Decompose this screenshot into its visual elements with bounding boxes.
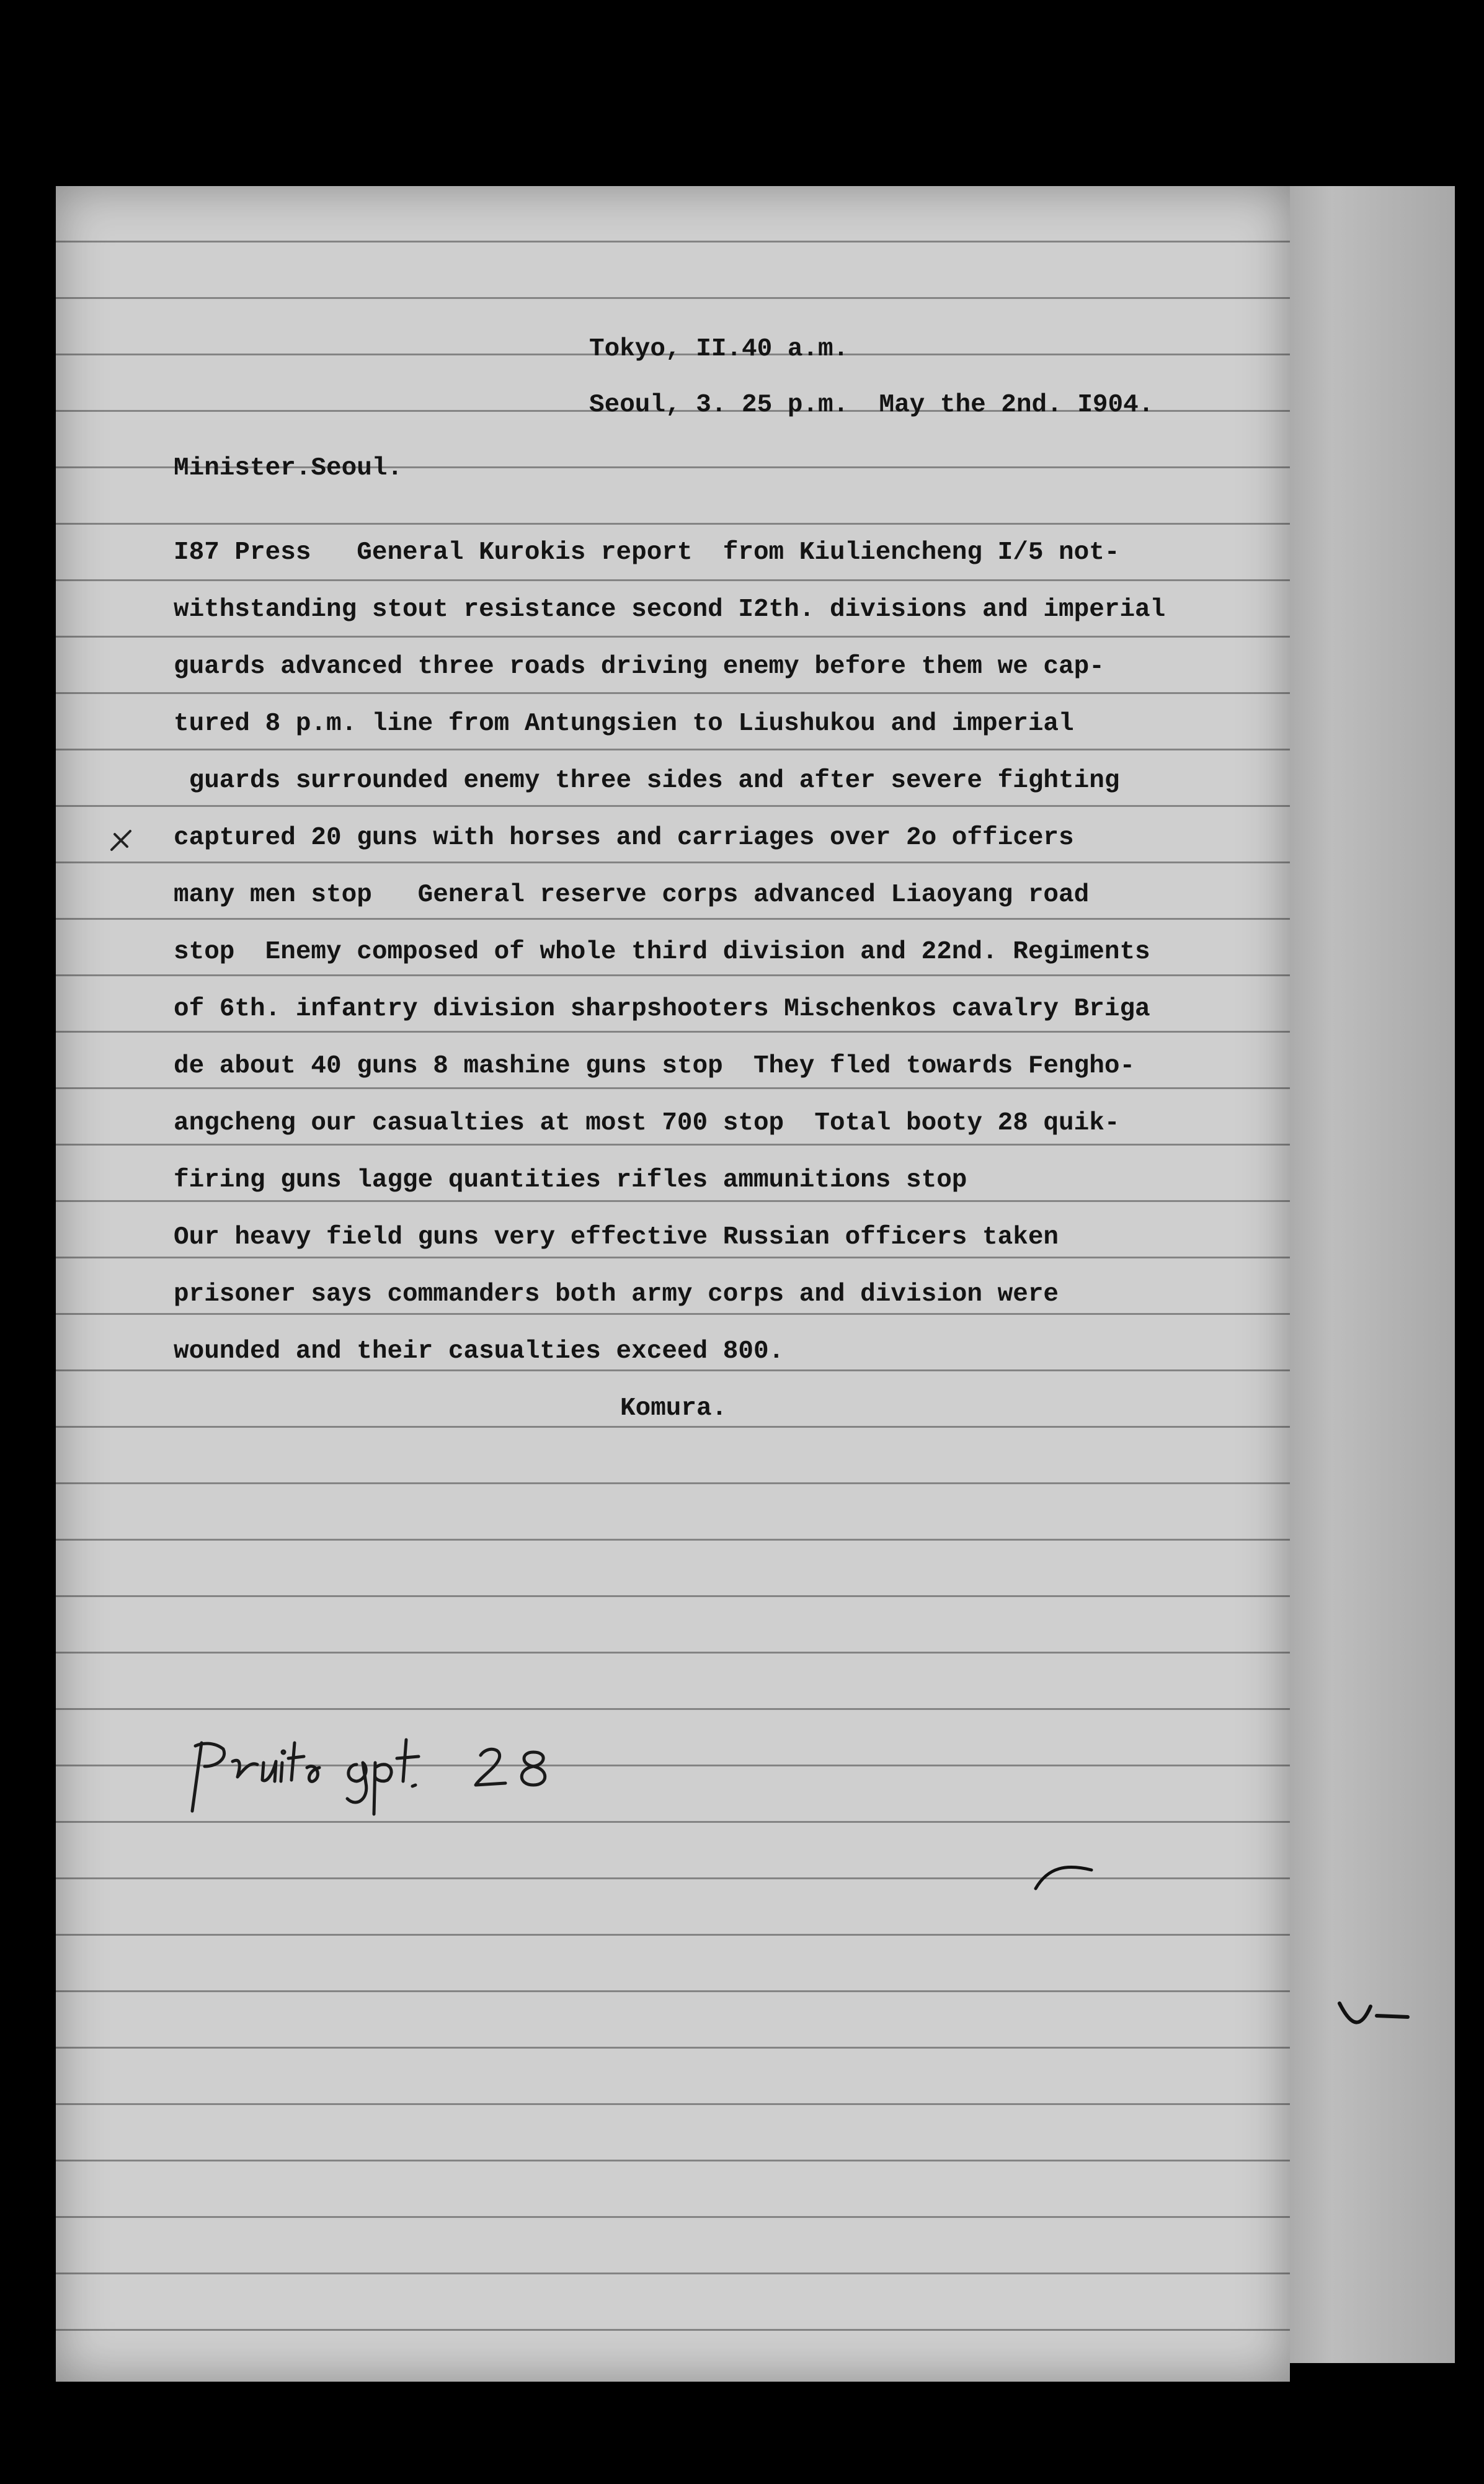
body-line: I87 Press General Kurokis report from Kiuliencheng I/5 not- <box>174 538 1120 567</box>
handwritten-note <box>189 1724 586 1817</box>
header-tokyo-time: Tokyo, II.40 a.m. <box>589 335 849 363</box>
body-line: prisoner says commanders both army corps and division were <box>174 1280 1059 1309</box>
body-line: Our heavy field guns very effective Russian officers taken <box>174 1223 1059 1252</box>
margin-mark <box>105 825 136 856</box>
body-line: wounded and their casualties exceed 800. <box>174 1337 784 1366</box>
body-line: guards surrounded enemy three sides and after severe fighting <box>174 767 1120 795</box>
body-line: captured 20 guns with horses and carriages over 2o officers <box>174 824 1074 852</box>
body-line: many men stop General reserve corps advanced Liaoyang road <box>174 881 1090 909</box>
body-line: withstanding stout resistance second I2th. divisions and imperial <box>174 595 1166 624</box>
signature: Komura. <box>620 1394 727 1423</box>
body-line: of 6th. infantry division sharpshooters Mischenkos cavalry Briga <box>174 995 1150 1023</box>
body-line: guards advanced three roads driving enemy before them we cap- <box>174 652 1104 681</box>
telegram-page <box>56 186 1290 2382</box>
edge-mark <box>1333 1991 1426 2034</box>
body-line: de about 40 guns 8 mashine guns stop They fled towards Fengho- <box>174 1052 1135 1080</box>
addressee: Minister.Seoul. <box>174 454 403 483</box>
body-line: tured 8 p.m. line from Antungsien to Liushukou and imperial <box>174 710 1074 738</box>
body-line: angcheng our casualties at most 700 stop Total booty 28 quik- <box>174 1109 1120 1137</box>
header-seoul-time-date: Seoul, 3. 25 p.m. May the 2nd. I904. <box>589 391 1154 419</box>
pencil-mark <box>1029 1854 1098 1898</box>
body-line: stop Enemy composed of whole third division and 22nd. Regiments <box>174 938 1150 966</box>
body-line: firing guns lagge quantities rifles ammunitions stop <box>174 1166 967 1195</box>
